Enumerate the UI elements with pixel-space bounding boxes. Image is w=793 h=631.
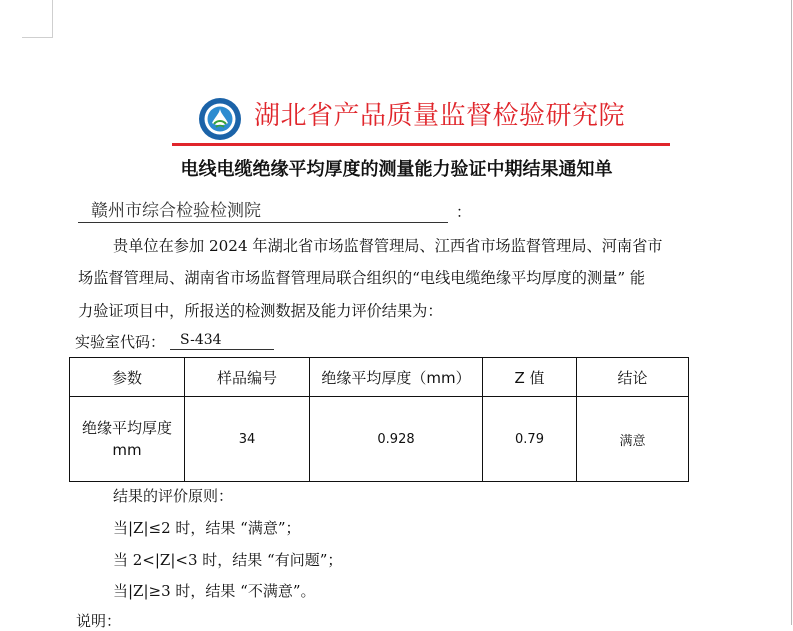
sample-number-cell: 34 — [185, 397, 310, 482]
page-edge — [791, 0, 792, 625]
institute-seal-logo — [197, 97, 243, 141]
result-table — [69, 357, 689, 482]
evaluation-rule: 当 2<|Z|<3 时，结果 “有问题”； — [113, 551, 343, 569]
conclusion-cell: 满意 — [577, 397, 689, 482]
evaluation-rule: 当|Z|≤2 时，结果 “满意”； — [113, 519, 301, 537]
column-header: Z 值 — [483, 358, 577, 397]
note-label: 说明： — [76, 612, 122, 630]
parameter-cell — [70, 397, 185, 482]
body-paragraph-line: 力验证项目中，所报送的检测数据及能力评价结果为： — [78, 302, 443, 320]
organization-name: 湖北省产品质量监督检验研究院 — [254, 101, 626, 131]
header-divider — [172, 143, 670, 146]
column-header: 参数 — [70, 358, 185, 397]
body-paragraph-line: 场监督管理局、湖南省市场监督管理局联合组织的“电线电缆绝缘平均厚度的测量” 能 — [78, 269, 646, 287]
column-header: 样品编号 — [185, 358, 310, 397]
body-paragraph-line: 贵单位在参加 2024 年湖北省市场监督管理局、江西省市场监督管理局、河南省市 — [113, 237, 663, 255]
evaluation-title: 结果的评价原则： — [113, 487, 234, 505]
table-header-row — [70, 358, 689, 397]
recipient-colon: ： — [456, 203, 472, 221]
lab-code-label: 实验室代码： — [75, 333, 166, 351]
thickness-cell: 0.928 — [310, 397, 483, 482]
z-value-cell: 0.79 — [483, 397, 577, 482]
table-row — [70, 397, 689, 482]
column-header: 结论 — [577, 358, 689, 397]
margin-corner-mark — [52, 0, 53, 38]
notice-title: 电线电缆绝缘平均厚度的测量能力验证中期结果通知单 — [180, 159, 613, 180]
lab-code-value: S-434 — [170, 331, 274, 350]
margin-corner-mark — [22, 37, 53, 38]
evaluation-rule: 当|Z|≥3 时，结果 “不满意”。 — [113, 582, 316, 600]
recipient-name: 赣州市综合检验检测院 — [78, 199, 448, 223]
parameter-unit: mm — [112, 441, 142, 459]
parameter-name: 绝缘平均厚度 — [81, 419, 172, 437]
column-header: 绝缘平均厚度（mm） — [310, 358, 483, 397]
